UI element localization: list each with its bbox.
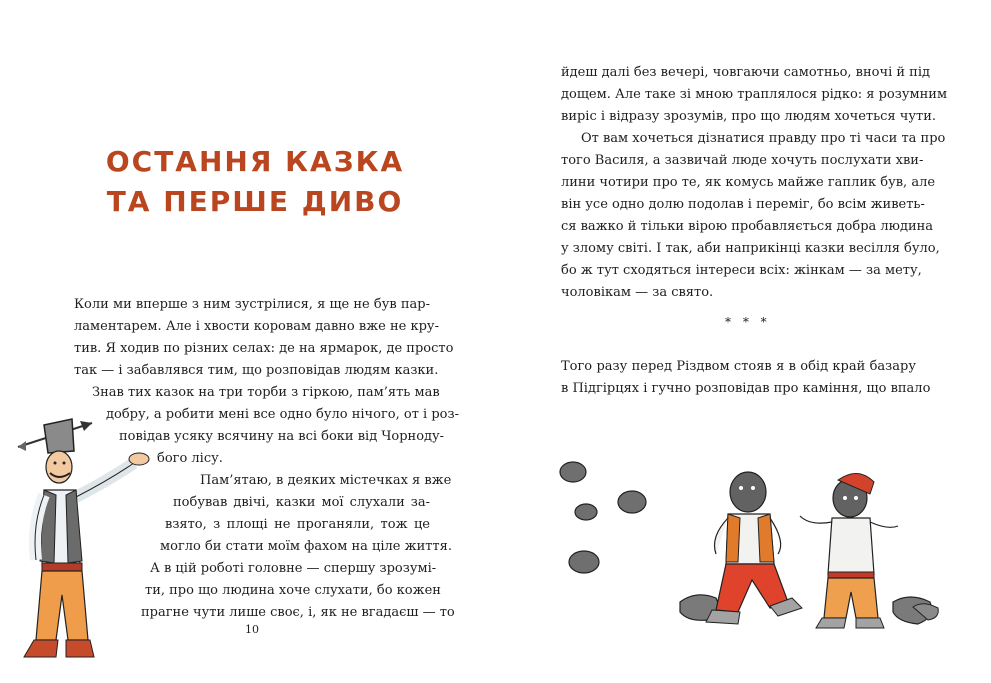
body-line: ти, про що людина хоче слухати, бо кожен [145,583,441,598]
body-line: побував двічі, казки мої слухали за- [173,495,430,510]
body-line: виріс і відразу зрозумів, про що людям хочеться чути. [561,109,937,124]
body-line: Пам’ятаю, в деяких містечках я вже [200,473,452,488]
body-line: він усе одно долю подолав і переміг, бо всім живеть- [561,197,925,212]
body-line: прагне чути лише своє, і, як не вгадаєш — то [141,605,455,620]
stone-people-illustration [548,452,948,632]
body-line: Знав тих казок на три торби з гіркою, пам’ять мав [92,385,440,400]
stone-3 [569,551,599,573]
chapter-title-line-2: ТА ПЕРШЕ ДИВО [106,185,404,218]
storyteller-illustration [14,395,164,665]
orange-trousers [36,571,88,640]
stone-4 [575,504,597,520]
body-line: добру, а робити мені все одно було нічого, от і роз- [106,407,459,422]
face [46,451,72,483]
boots [66,640,94,657]
body-line: А в цій роботі головне — спершу зрозумі- [150,561,437,576]
body-line: чоловікам — за свято. [561,285,714,300]
body-line: у злому світі. І так, аби наприкінці казки весілля було, [561,241,940,256]
body-line: могло би стати моїм фахом на ціле життя. [160,539,452,554]
chapter-title [70,142,440,222]
figure-2-trousers [824,578,878,618]
body-line: Того разу перед Різдвом стояв я в обід край базару [561,359,916,374]
body-line: ся важко й тільки вірою пробавляється добра людина [561,219,934,234]
body-line: дощем. Але таке зі мною траплялося рідко: я розумним [561,87,948,102]
body-line: йдеш далі без вечері, човгаючи самотньо, вночі й під [561,65,930,80]
stone-1 [560,462,586,482]
stone-head-1 [730,472,766,512]
body-line: того Василя, а зазвичай люде хочуть послухати хви- [561,153,924,168]
body-line: тив. Я ходив по різних селах: де на ярмарок, де просто [74,341,454,356]
body-line: бо ж тут сходяться інтереси всіх: жінкам — за мету, [561,263,922,278]
figure-2-shirt [828,518,874,574]
stone-2 [618,491,646,513]
body-line: бого лісу. [157,451,223,466]
body-line: так — і забавлявся тим, що розповідав людям казки. [74,363,439,378]
open-hand [129,453,149,465]
body-line: взято, з площі не проганяли, тож це [165,517,430,532]
body-line: Коли ми вперше з ним зустрілися, я ще не був пар- [74,297,430,312]
body-line: лини чотири про те, як комусь майже гаплик був, але [561,175,936,190]
body-line: От вам хочеться дізнатися правду про ті часи та про [581,131,946,146]
red-belt [42,563,82,571]
body-line: повідав усяку всячину на всі боки від Чорноду- [119,429,445,444]
body-line: ламентарем. Але і хвости коровам давно вже не кру- [74,319,439,334]
tall-hat [44,419,74,453]
page-number: 10 [245,623,259,636]
chapter-title-line-1: ОСТАННЯ КАЗКА [105,145,405,178]
section-separator: * * * [725,315,771,329]
body-line: в Підгірцях і гучно розповідав про каміння, що впало [561,381,931,396]
